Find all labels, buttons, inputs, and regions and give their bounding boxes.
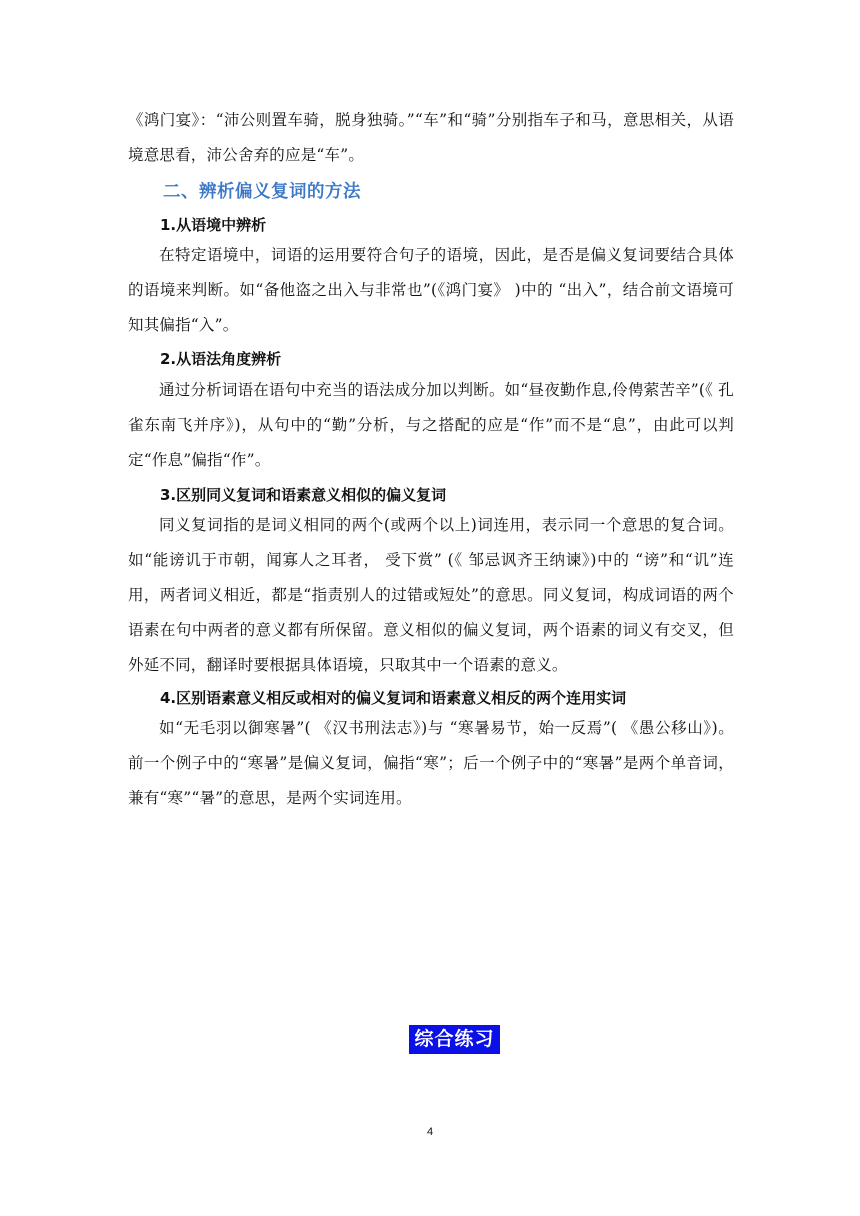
method-2-heading: 2.从语法角度辨析 xyxy=(160,350,282,368)
method-3-heading: 3.区别同义复词和语素意义相似的偏义复词 xyxy=(160,486,447,504)
method-4-heading: 4.区别语素意义相反或相对的偏义复词和语素意义相反的两个连用实词 xyxy=(160,689,627,707)
method-4-body: 如“无毛羽以御寒暑”( 《汉书刑法志》)与 “寒暑易节，始一反焉”( 《愚公移山》)。前一个例子中的“寒暑”是偏义复词，偏指“寒”；后一个例子中的“寒暑”是两个单音词，兼有“寒”“暑”的意思，是两个实词连用。 xyxy=(128,719,734,807)
method-1-heading: 1.从语境中辨析 xyxy=(160,216,267,234)
method-3-body: 同义复词指的是词义相同的两个(或两个以上)词连用，表示同一个意思的复合词。如“能谤讥于市朝，闻寡人之耳者， 受下赏” (《 邹忌讽齐王纳谏》)中的 “谤”和“讥”连用，两者词义相近，都是“指责别人的过错或短处”的意思。同义复词，构成词语的两个语素在句中两者的意义都有所保留。意义相似的偏义复词，两个语素的词义有交叉，但外延不同，翻译时要根据具体语境，只取其中一个语素的意义。 xyxy=(128,516,734,674)
practice-section-label: 综合练习 xyxy=(409,1025,500,1054)
section-title: 二、辨析偏义复词的方法 xyxy=(163,182,361,202)
page-number: 4 xyxy=(426,1126,434,1138)
intro-paragraph: 《鸿门宴》：“沛公则置车骑，脱身独骑。”“车”和“骑”分别指车子和马，意思相关，从语境意思看，沛公舍弃的应是“车”。 xyxy=(128,111,734,164)
method-1-body: 在特定语境中，词语的运用要符合句子的语境，因此，是否是偏义复词要结合具体的语境来判断。如“备他盗之出入与非常也”(《鸿门宴》 )中的 “出入”，结合前文语境可知其偏指“入”。 xyxy=(128,246,734,334)
method-2-body: 通过分析词语在语句中充当的语法成分加以判断。如“昼夜勤作息,伶俜萦苦辛”(《 孔雀东南飞并序》)，从句中的“勤”分析，与之搭配的应是“作”而不是“息”，由此可以判定“作息”偏指“作”。 xyxy=(128,381,734,469)
